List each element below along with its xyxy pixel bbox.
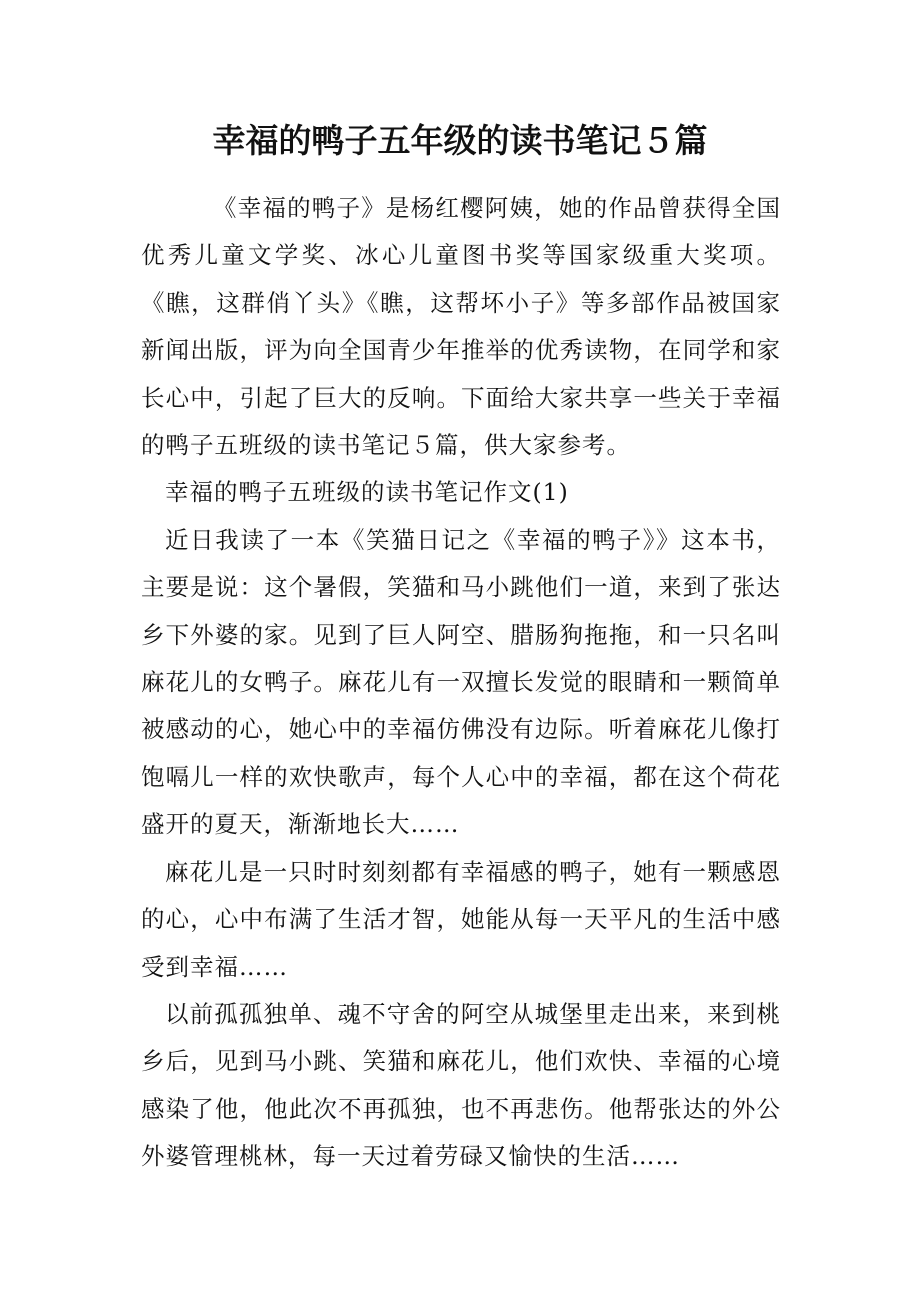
document-title: 幸福的鸭子五年级的读书笔记５篇 (212, 121, 708, 160)
intro-paragraph: 《幸福的鸭子》是杨红樱阿姨，她的作品曾获得全国优秀儿童文学奖、冰心儿童图书奖等国家级重大奖项。《瞧，这群俏丫头》《瞧，这帮坏小子》等多部作品被国家新闻出版，评为向全国青少年推举的优秀读物，在同学和家长心中，引起了巨大的反响。下面给大家共享一些关于幸福的鸭子五班级的读书笔记５篇，供大家参考。 (141, 194, 781, 460)
document-body (141, 185, 781, 1181)
body-paragraph: 以前孤孤独单、魂不守舍的阿空从城堡里走出来，来到桃乡后，见到马小跳、笑猫和麻花儿，他们欢快、幸福的心境感染了他，他此次不再孤独，也不再悲伤。他帮张达的外公外婆管理桃林，每一天过着劳碌又愉快的生活…… (141, 999, 781, 1171)
section-heading: 幸福的鸭子五班级的读书笔记作文(1) (165, 478, 569, 507)
body-paragraph: 近日我读了一本《笑猫日记之《幸福的鸭子》》这本书，主要是说：这个暑假，笑猫和马小跳他们一道，来到了张达乡下外婆的家。见到了巨人阿空、腊肠狗拖拖，和一只名叫麻花儿的女鸭子。麻花儿有一双擅长发觉的眼睛和一颗简单被感动的心，她心中的幸福仿佛没有边际。听着麻花儿像打饱嗝儿一样的欢快歌声，每个人心中的幸福，都在这个荷花盛开的夏天，渐渐地长大…… (141, 525, 781, 839)
body-paragraph: 麻花儿是一只时时刻刻都有幸福感的鸭子，她有一颗感恩的心，心中布满了生活才智，她能从每一天平凡的生活中感受到幸福…… (141, 857, 781, 981)
